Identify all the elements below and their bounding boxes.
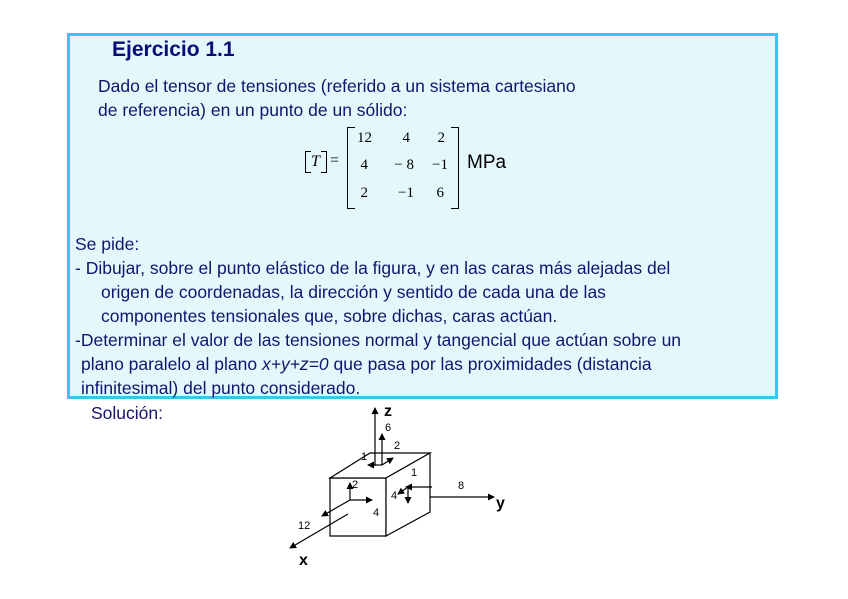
task1-line-3: componentes tensionales que, sobre dichas, caras actúan.	[101, 306, 558, 326]
equals-sign: =	[330, 152, 340, 169]
matrix-cell: 2	[437, 130, 445, 146]
y-axis-label: y	[496, 495, 505, 512]
z-axis-label: z	[384, 403, 392, 420]
matrix-cell: 6	[436, 185, 444, 201]
front-shear-b-label: 4	[373, 507, 380, 519]
task1-line-1: - Dibujar, sobre el punto elástico de la figura, y en las caras más alejadas del	[75, 258, 671, 278]
x-axis-label: x	[299, 552, 308, 569]
plane-equation: x+y+z=0	[261, 354, 329, 374]
top-normal-label: 6	[385, 422, 392, 434]
right-normal-label: 8	[458, 480, 465, 492]
tensor-label: T	[311, 153, 320, 170]
matrix-cell: 2	[360, 185, 368, 201]
intro-line-1: Dado el tensor de tensiones (referido a un sistema cartesiano	[98, 76, 576, 96]
task2-line-2: plano paralelo al plano x+y+z=0 que pasa por las proximidades (distancia	[81, 354, 652, 374]
intro-line-2: de referencia) en un punto de un sólido:	[98, 100, 408, 120]
top-shear-b-label: 1	[361, 451, 368, 463]
task1-line-2: origen de coordenadas, la dirección y sentido de cada una de las	[101, 282, 606, 302]
matrix-cell: 4	[360, 157, 368, 173]
front-normal-label: 12	[298, 520, 311, 532]
matrix-cell: −1	[432, 157, 448, 173]
matrix-cell: 4	[402, 130, 410, 146]
task2-line-3: infinitesimal) del punto considerado.	[81, 378, 361, 398]
matrix-cell: −1	[398, 185, 414, 201]
front-shear-a-label: 2	[352, 479, 359, 491]
tensor-unit: MPa	[467, 152, 507, 173]
right-shear-b-label: 4	[391, 490, 398, 502]
top-shear-a-label: 2	[394, 440, 401, 452]
solucion-label: Solución:	[91, 403, 163, 423]
exercise-title: Ejercicio 1.1	[112, 38, 235, 61]
right-shear-a-label: 1	[411, 467, 418, 479]
matrix-cell: − 8	[394, 157, 414, 173]
task2-line-1: -Determinar el valor de las tensiones normal y tangencial que actúan sobre un	[75, 330, 682, 350]
se-pide-label: Se pide:	[75, 234, 140, 254]
matrix-cell: 12	[357, 130, 372, 146]
